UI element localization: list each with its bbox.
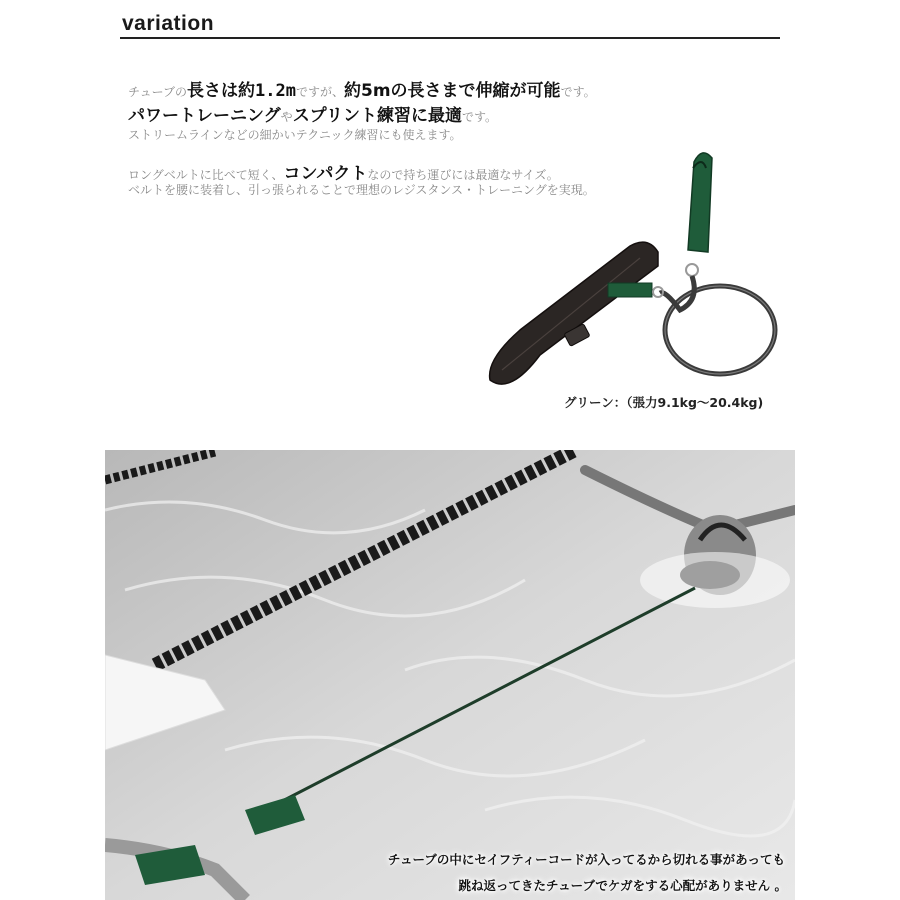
- tube-coil-highlight: [665, 286, 775, 374]
- intro-line-2: [128, 101, 497, 126]
- product-image: [480, 140, 790, 410]
- intro-line-3: ストリームラインなどの細かいテクニック練習にも使えます。: [128, 128, 462, 142]
- intro-text: です。: [462, 110, 498, 124]
- photo-caption-1: チューブの中にセイフティーコードが入ってるから切れる事があっても: [387, 852, 785, 867]
- pool-scene: [105, 450, 795, 900]
- handle-ring: [686, 264, 698, 276]
- intro-line-1: [128, 76, 596, 101]
- intro-emphasis: コンパクト: [283, 164, 368, 184]
- water-splash: [640, 552, 790, 608]
- product-illustration: [480, 140, 790, 410]
- belt-strap: [608, 283, 652, 297]
- intro-text: ロングベルトに比べて短く、: [128, 168, 284, 182]
- intro-emphasis: パワートレーニング: [128, 106, 281, 126]
- intro-text: チューブの: [128, 85, 188, 99]
- intro-text: や: [280, 110, 293, 124]
- pool-photo: [105, 450, 795, 900]
- intro-text: ですが、: [296, 85, 345, 99]
- intro-text: なので持ち運びには最適なサイズ。: [367, 168, 559, 182]
- photo-caption-2: 跳ね返ってきたチューブでケガをする心配がありません 。: [458, 878, 787, 893]
- intro-emphasis: スプリント練習に最適: [292, 106, 463, 126]
- intro-emphasis: 約5mの長さまで伸縮が可能: [344, 81, 561, 101]
- section-heading: variation: [122, 12, 215, 35]
- color-tension-label: グリーン：（張力9.1kg～20.4kg): [564, 395, 764, 410]
- handle-loop: [688, 153, 712, 252]
- intro-line-5: ベルトを腰に装着し、引っ張られることで理想のレジスタンス・トレーニングを実現。: [128, 183, 595, 197]
- heading-divider: [120, 37, 780, 39]
- intro-emphasis: 長さは約1.2m: [187, 81, 296, 101]
- belt-stitch: [502, 258, 640, 370]
- intro-text: です。: [560, 85, 596, 99]
